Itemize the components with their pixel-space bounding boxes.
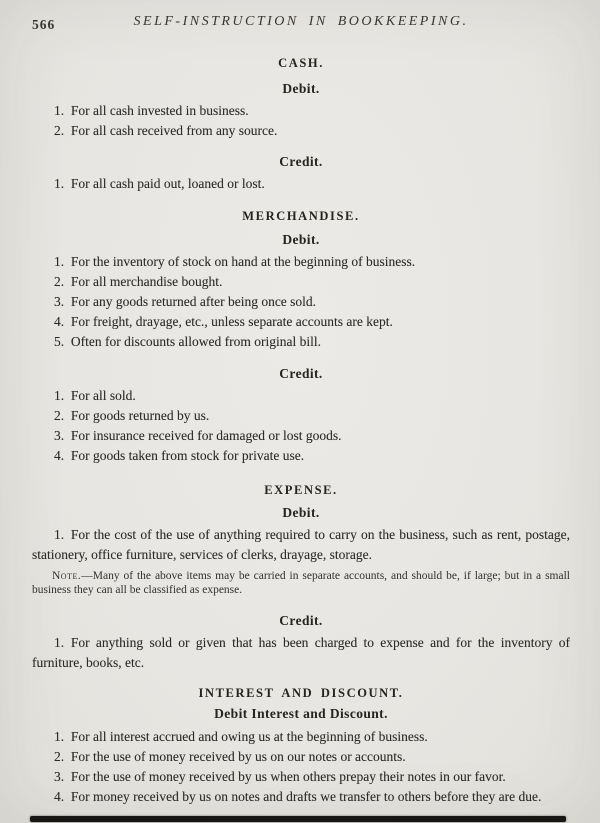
- subheading-cash-credit: Credit.: [279, 154, 323, 169]
- expense-debit-list: [32, 525, 570, 597]
- list-item: 2. For all cash received from any source.: [54, 123, 278, 138]
- cash-debit-list: [32, 101, 570, 141]
- list-item: 5. Often for discounts allowed from original bill.: [54, 334, 321, 349]
- list-item: 3. For the use of money received by us when others prepay their notes in our favor.: [54, 769, 506, 784]
- subheading-expense-credit: Credit.: [279, 613, 323, 628]
- list-item: 3. For any goods returned after being once sold.: [54, 294, 317, 309]
- subheading-interest-debit: Debit Interest and Discount.: [214, 706, 388, 721]
- list-item: 2. For the use of money received by us on our notes or accounts.: [54, 749, 406, 764]
- list-item: 4. For money received by us on notes and drafts we transfer to others before they are due.: [54, 789, 542, 804]
- list-item: 4. For goods taken from stock for private use.: [54, 448, 305, 463]
- list-item: 3. For insurance received for damaged or lost goods.: [54, 428, 342, 443]
- interest-debit-list: [32, 727, 570, 807]
- list-item: 1. For all cash invested in business.: [54, 103, 249, 118]
- section-title-cash: CASH.: [278, 56, 324, 70]
- list-item: 1. For anything sold or given that has been charged to expense and for the inventory of furniture, books, etc.: [32, 635, 570, 670]
- running-title: SELF-INSTRUCTION IN BOOKKEEPING.: [133, 14, 469, 29]
- subheading-merchandise-debit: Debit.: [282, 232, 320, 247]
- expense-credit-list: [32, 633, 570, 673]
- list-item: 1. For all sold.: [54, 388, 136, 403]
- list-item: 1. For all interest accrued and owing us at the beginning of business.: [54, 729, 428, 744]
- section-title-expense: EXPENSE.: [264, 483, 338, 497]
- note-paragraph: [32, 569, 570, 597]
- list-item: 1. For the cost of the use of anything required to carry on the business, such as rent, postage, stationery, office furniture, services of clerks, drayage, storage.: [32, 527, 570, 562]
- list-item: 4. For freight, drayage, etc., unless separate accounts are kept.: [54, 314, 393, 329]
- list-item: 2. For goods returned by us.: [54, 408, 210, 423]
- page-number: 566: [32, 17, 56, 32]
- scan-edge-artifact-bar: [30, 816, 566, 822]
- page-header: [32, 14, 570, 34]
- list-item: 1. For all cash paid out, loaned or lost.: [54, 176, 265, 191]
- section-title-merchandise: MERCHANDISE.: [242, 209, 360, 223]
- merchandise-debit-list: [32, 252, 570, 352]
- note-label: Note.: [52, 570, 82, 582]
- list-item: 1. For the inventory of stock on hand at the beginning of business.: [54, 254, 416, 269]
- subheading-expense-debit: Debit.: [282, 505, 320, 520]
- note-text: —Many of the above items may be carried in separate accounts, and should be, if large; but in a small business they can all be classified as expense.: [32, 570, 570, 596]
- section-title-interest-and-discount: INTEREST AND DISCOUNT.: [198, 686, 404, 700]
- subheading-cash-debit: Debit.: [282, 81, 320, 96]
- list-item: 2. For all merchandise bought.: [54, 274, 223, 289]
- subheading-merchandise-credit: Credit.: [279, 366, 323, 381]
- merchandise-credit-list: [32, 386, 570, 466]
- cash-credit-list: [32, 174, 570, 194]
